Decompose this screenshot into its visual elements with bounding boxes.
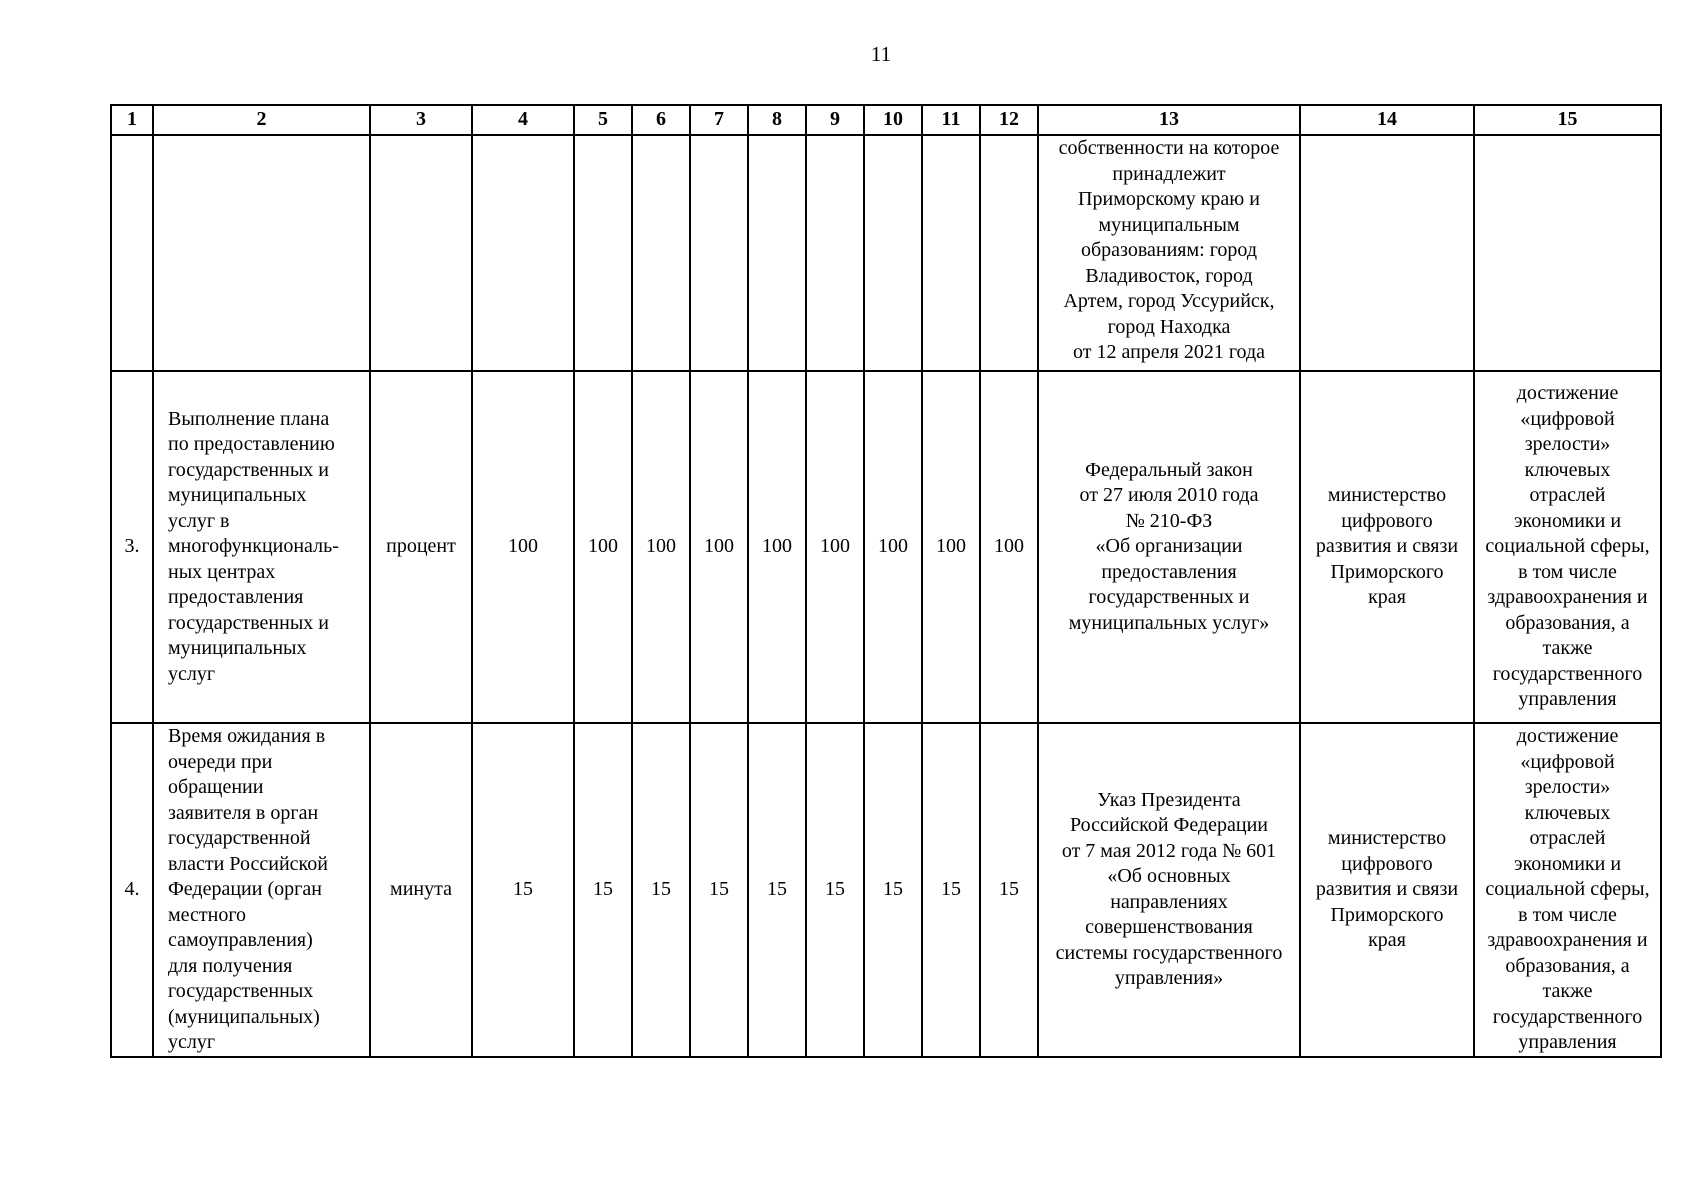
page-number: 11 <box>870 42 892 66</box>
unit-cell: минута <box>370 723 472 1057</box>
indicator-name-cell <box>153 135 370 371</box>
value-cell: 15 <box>472 723 574 1057</box>
value-cell: 15 <box>806 723 864 1057</box>
responsible-cell: министерство цифрового развития и связи Приморского края <box>1300 371 1474 723</box>
unit-cell <box>370 135 472 371</box>
table-row <box>111 723 1661 1057</box>
header-cell: 2 <box>153 105 370 135</box>
row-number-cell: 3. <box>111 371 153 723</box>
indicator-name-cell: Время ожидания в очереди при обращении заявителя в орган государственной власти Российской Федерации (орган местного самоуправления) для получения государственных (муниципальных) услуг <box>153 723 370 1057</box>
goal-cell: достижение «цифровой зрелости» ключевых отраслей экономики и социальной сферы, в том числе здравоохранения и образования, а также государственного управления <box>1474 371 1661 723</box>
value-cell <box>864 135 922 371</box>
value-cell <box>980 135 1038 371</box>
value-cell <box>922 135 980 371</box>
header-cell: 9 <box>806 105 864 135</box>
value-cell: 100 <box>574 371 632 723</box>
value-cell <box>806 135 864 371</box>
header-cell: 15 <box>1474 105 1661 135</box>
header-cell: 8 <box>748 105 806 135</box>
value-cell: 15 <box>748 723 806 1057</box>
value-cell: 100 <box>632 371 690 723</box>
value-cell <box>574 135 632 371</box>
value-cell: 100 <box>864 371 922 723</box>
header-cell: 11 <box>922 105 980 135</box>
unit-cell: процент <box>370 371 472 723</box>
header-cell: 6 <box>632 105 690 135</box>
responsible-cell <box>1300 135 1474 371</box>
goal-cell <box>1474 135 1661 371</box>
header-cell: 14 <box>1300 105 1474 135</box>
value-cell: 15 <box>864 723 922 1057</box>
header-row <box>111 105 1661 135</box>
goal-cell: достижение «цифровой зрелости» ключевых отраслей экономики и социальной сферы, в том числе здравоохранения и образования, а также государственного управления <box>1474 723 1661 1057</box>
legal-basis-cell: собственности на которое принадлежит Приморскому краю и муниципальным образованиям: город Владивосток, город Артем, город Уссурийск, город Находка от 12 апреля 2021 года <box>1038 135 1300 371</box>
header-cell: 13 <box>1038 105 1300 135</box>
table-row <box>111 135 1661 371</box>
value-cell: 15 <box>690 723 748 1057</box>
value-cell: 100 <box>690 371 748 723</box>
row-number-cell <box>111 135 153 371</box>
value-cell: 100 <box>472 371 574 723</box>
table-row <box>111 371 1661 723</box>
responsible-cell: министерство цифрового развития и связи Приморского края <box>1300 723 1474 1057</box>
value-cell <box>632 135 690 371</box>
value-cell <box>690 135 748 371</box>
value-cell: 100 <box>806 371 864 723</box>
value-cell: 15 <box>574 723 632 1057</box>
header-cell: 3 <box>370 105 472 135</box>
header-cell: 4 <box>472 105 574 135</box>
value-cell: 15 <box>980 723 1038 1057</box>
value-cell: 100 <box>980 371 1038 723</box>
value-cell <box>472 135 574 371</box>
header-cell: 12 <box>980 105 1038 135</box>
legal-basis-cell: Указ Президента Российской Федерации от 7 мая 2012 года № 601 «Об основных направлениях совершенствования системы государственного управления» <box>1038 723 1300 1057</box>
header-cell: 10 <box>864 105 922 135</box>
indicators-table <box>110 104 1662 1058</box>
row-number-cell: 4. <box>111 723 153 1057</box>
value-cell: 15 <box>632 723 690 1057</box>
header-cell: 5 <box>574 105 632 135</box>
value-cell: 15 <box>922 723 980 1057</box>
header-cell: 1 <box>111 105 153 135</box>
header-cell: 7 <box>690 105 748 135</box>
indicator-name-cell: Выполнение плана по предоставлению государственных и муниципальных услуг в многофункциональ- ных центрах предоставления государственных и муниципальных услуг <box>153 371 370 723</box>
value-cell: 100 <box>922 371 980 723</box>
legal-basis-cell: Федеральный закон от 27 июля 2010 года № 210-ФЗ «Об организации предоставления государственных и муниципальных услуг» <box>1038 371 1300 723</box>
value-cell <box>748 135 806 371</box>
value-cell: 100 <box>748 371 806 723</box>
